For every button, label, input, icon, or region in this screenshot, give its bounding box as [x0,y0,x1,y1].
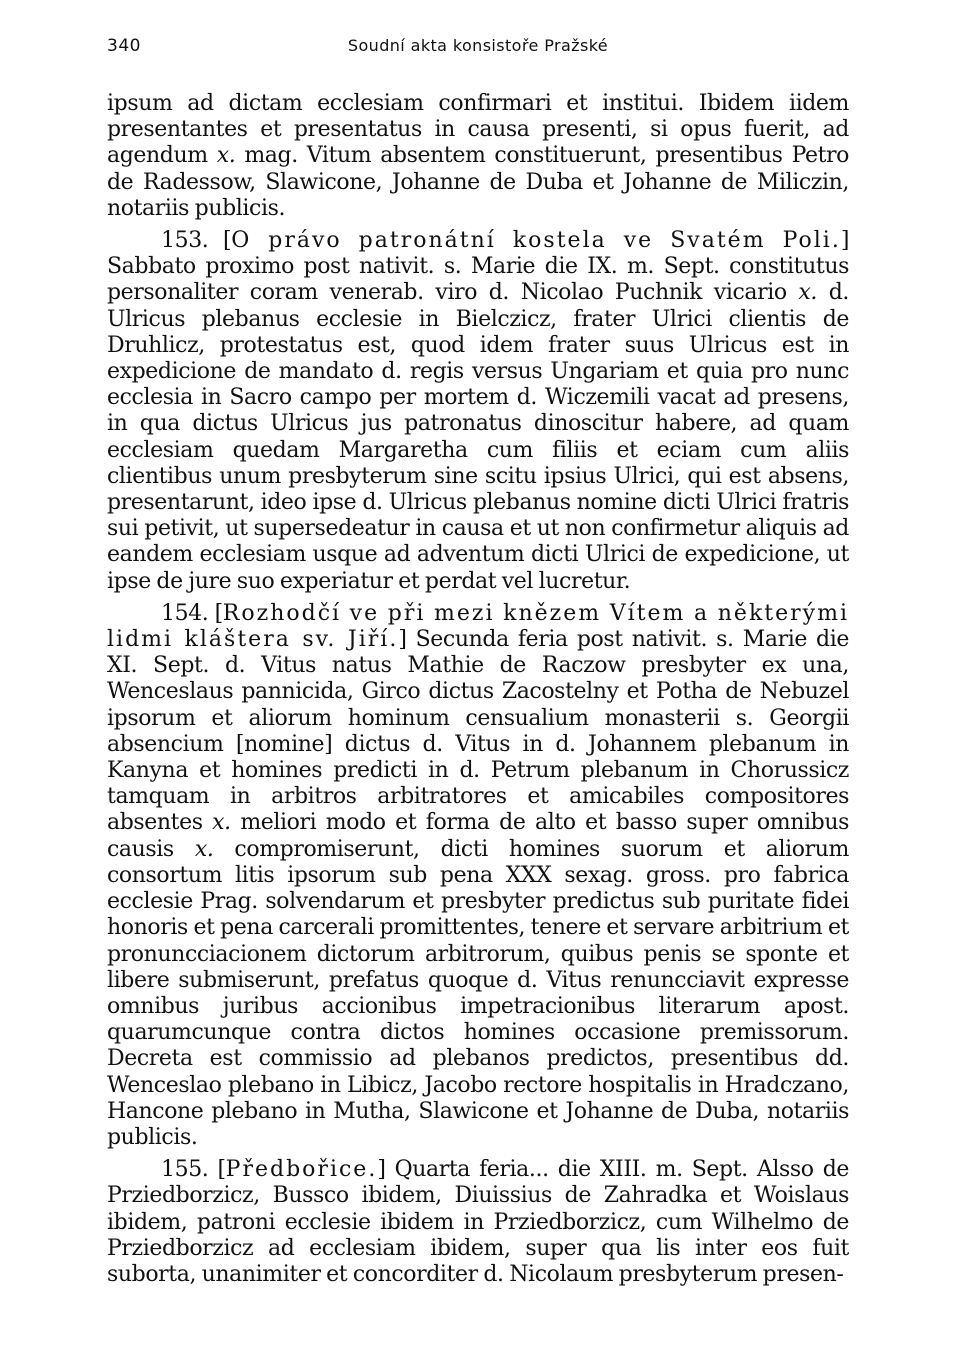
abbreviation-mark: x. [212,810,231,836]
page-number: 340 [107,36,141,56]
entry-155 [107,1157,849,1288]
document-body [107,91,849,1288]
entry-number: 153. [ [161,228,232,254]
text-run: d. Ulricus plebanus ecclesie in Bielczicz, frater Ulrici clientis de Druhlicz, protestatus est, quod idem frater suus Ulricus est in expedicione de mandato d. regis versus Ungariam et quia pro nunc ecclesia in Sacro campo per mortem d. Wiczemili vacat ad presens, in qua dictus Ulricus jus patronatus dinoscitur habere, ad quam ecclesiam quedam Margaretha cum filiis et eciam cum aliis clientibus unum presbyterum sine scitu ipsius Ulrici, qui est absens, presentarunt, ideo ipse d. Ulricus plebanus nomine dicti Ulrici fratris sui petivit, ut supersedeatur in causa et ut non confirmetur aliquis ad eandem ecclesiam usque ad adventum dicti Ulrici de expedicione, ut ipse de jure suo experiatur et perdat vel lucretur. [107,280,849,594]
entry-heading: Předbořice. [225,1157,378,1183]
entry-153 [107,228,849,595]
text-run: ] Quarta feria... die XIII. m. Sept. Alsso de Prziedborzicz, Bussco ibidem, Diuissius de Zahradka et Woislaus ibidem, patroni ecclesie ibidem in Prziedborzicz, cum Wilhelmo de Prziedborzicz ad ecclesiam ibidem, super qua lis inter eos fuit suborta, unanimiter et concorditer d. Nicolaum presbyterum presen- [107,1157,849,1287]
abbreviation-mark: x. [216,143,236,169]
running-title: Soudní akta konsistoře Pražské [347,36,609,55]
paragraph-continuation [107,91,849,222]
text-run: compromiserunt, dicti homines suorum et aliorum consortum litis ipsorum sub pena XXX sexag. gross. pro fabrica ecclesie Prag. solvendarum et presbyter predictus sub puritate fidei honoris et pena carcerali promittentes, tenere et servare arbitrium et pronuncciacionem dictorum arbitrorum, quibus penis se sponte et libere submiserunt, prefatus quoque d. Vitus renuncciavit expresse omnibus juribus accionibus impetracionibus literarum apost. quarumcunque contra dictos homines occasione premissorum. Decreta est commissio ad plebanos predictos, presentibus dd. Wenceslao plebano in Libicz, Jacobo rectore hospitalis in Hradczano, Hancone plebano in Mutha, Slawicone et Johanne de Duba, notariis publicis. [107,836,850,1150]
abbreviation-mark: x. [798,280,818,306]
text-run: ipsum ad dictam ecclesiam confirmari et institui. Ibidem iidem presentantes et presentatus in causa presenti, si opus fuerit, ad agendum [107,91,849,169]
entry-154 [107,601,849,1151]
text-run: ] Secunda feria post nativit. s. Marie die XI. Sept. d. Vitus natus Mathie de Raczow presbyter ex una, Wenceslaus pannicida, Girco dictus Zacostelny et Potha de Nebuzel ipsorum et aliorum hominum censualium monasterii s. Georgii absencium [nomine] dictus d. Vitus in d. Johannem plebanum in Kanyna et homines predicti in d. Petrum plebanum in Chorussicz tamquam in arbitros arbitratores et amicabiles compositores absentes [107,627,849,836]
entry-number: 154. [ [161,600,223,626]
page-header [107,36,849,60]
text-run: ] Sabbato proximo post nativit. s. Marie die IX. m. Sept. constitutus personaliter coram venerab. viro d. Nicolao Puchnik vicario [107,228,849,306]
text-run: meliori modo et forma de alto et basso super omnibus causis [107,810,849,862]
entry-number: 155. [ [161,1157,226,1183]
entry-heading: Rozhodčí ve při mezi knězem Vítem a některými lidmi kláštera sv. Jiří. [107,600,849,653]
entry-heading: O právo patronátní kostela ve Svatém Poli. [231,228,841,254]
abbreviation-mark: x. [194,836,214,862]
text-run: mag. Vitum absentem constituerunt, presentibus Petro de Radessow, Slawicone, Johanne de Duba et Johanne de Miliczin, notariis publicis. [107,143,849,221]
